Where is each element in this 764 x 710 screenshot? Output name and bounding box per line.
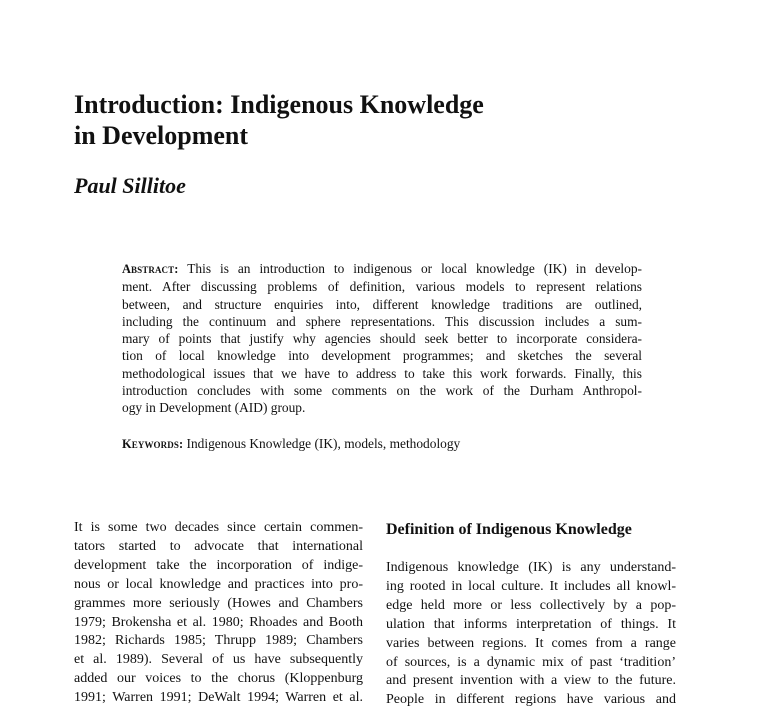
abstract-line: including the continuum and sphere representations. This discussion includes a sum- bbox=[122, 313, 642, 329]
abstract-line: ogy in Development (AID) group. bbox=[122, 400, 306, 416]
keywords-block bbox=[122, 435, 642, 453]
abstract-line: tion of local knowledge into development programmes; and sketches the several bbox=[122, 348, 642, 364]
body-line: nous or local knowledge and practices into pro- bbox=[74, 576, 363, 592]
body-line: ing rooted in local culture. It includes all knowl- bbox=[386, 578, 676, 594]
body-line: It is some two decades since certain commen- bbox=[74, 520, 363, 535]
body-line: edge held more or less collectively by a pop- bbox=[386, 597, 676, 613]
body-line: et al. 1989). Several of us have subsequently bbox=[74, 652, 363, 668]
body-line: varies between regions. It comes from a range bbox=[386, 635, 676, 651]
article-title-line: in Development bbox=[74, 121, 249, 150]
body-line: Indigenous knowledge (IK) is any understand- bbox=[386, 560, 676, 575]
abstract-line: mary of points that justify why agencies should seek better to incorporate considera- bbox=[122, 331, 642, 347]
section-heading: Definition of Indigenous Knowledge bbox=[386, 521, 632, 538]
body-line: 1982; Richards 1985; Thrupp 1989; Chambers bbox=[74, 633, 363, 649]
body-line: and present invention with a view to the future. bbox=[386, 673, 676, 689]
abstract-block bbox=[122, 260, 642, 417]
body-line: of sources, is a dynamic mix of past ‘tradition’ bbox=[386, 654, 676, 670]
article-title bbox=[74, 89, 634, 151]
article-title-line: Introduction: Indigenous Knowledge bbox=[74, 90, 484, 119]
abstract-line: introduction concludes with some comments on the work of the Durham Anthropol- bbox=[122, 383, 642, 399]
body-line: development take the incorporation of indige- bbox=[74, 557, 363, 573]
abstract-line bbox=[122, 260, 642, 278]
abstract-line: methodological issues that we have to address to take this work forwards. Finally, this bbox=[122, 365, 642, 381]
abstract-label: Abstract: bbox=[122, 262, 179, 276]
body-line: 1979; Brokensha et al. 1980; Rhoades and Booth bbox=[74, 614, 363, 630]
abstract-line: ment. After discussing problems of definition, various models to represent relations bbox=[122, 279, 642, 295]
abstract-text: This is an introduction to indigenous or local knowledge (IK) in develop- bbox=[187, 261, 642, 276]
body-line: added our voices to the chorus (Kloppenburg bbox=[74, 671, 363, 687]
keywords-text: Indigenous Knowledge (IK), models, methodology bbox=[186, 436, 461, 451]
body-column-left bbox=[74, 519, 363, 708]
article-author: Paul Sillitoe bbox=[74, 173, 186, 198]
body-line: People in different regions have various and bbox=[386, 692, 676, 708]
body-column-right bbox=[386, 519, 676, 710]
body-line: ulation that informs interpretation of things. It bbox=[386, 616, 676, 632]
body-line: grammes more seriously (Howes and Chambers bbox=[74, 595, 363, 611]
keywords-label: Keywords: bbox=[122, 437, 184, 451]
body-line: tators started to advocate that international bbox=[74, 538, 363, 554]
body-line: 1991; Warren 1991; DeWalt 1994; Warren et al. bbox=[74, 690, 363, 706]
abstract-line: between, and structure enquiries into, different knowledge traditions are outlined, bbox=[122, 296, 642, 312]
